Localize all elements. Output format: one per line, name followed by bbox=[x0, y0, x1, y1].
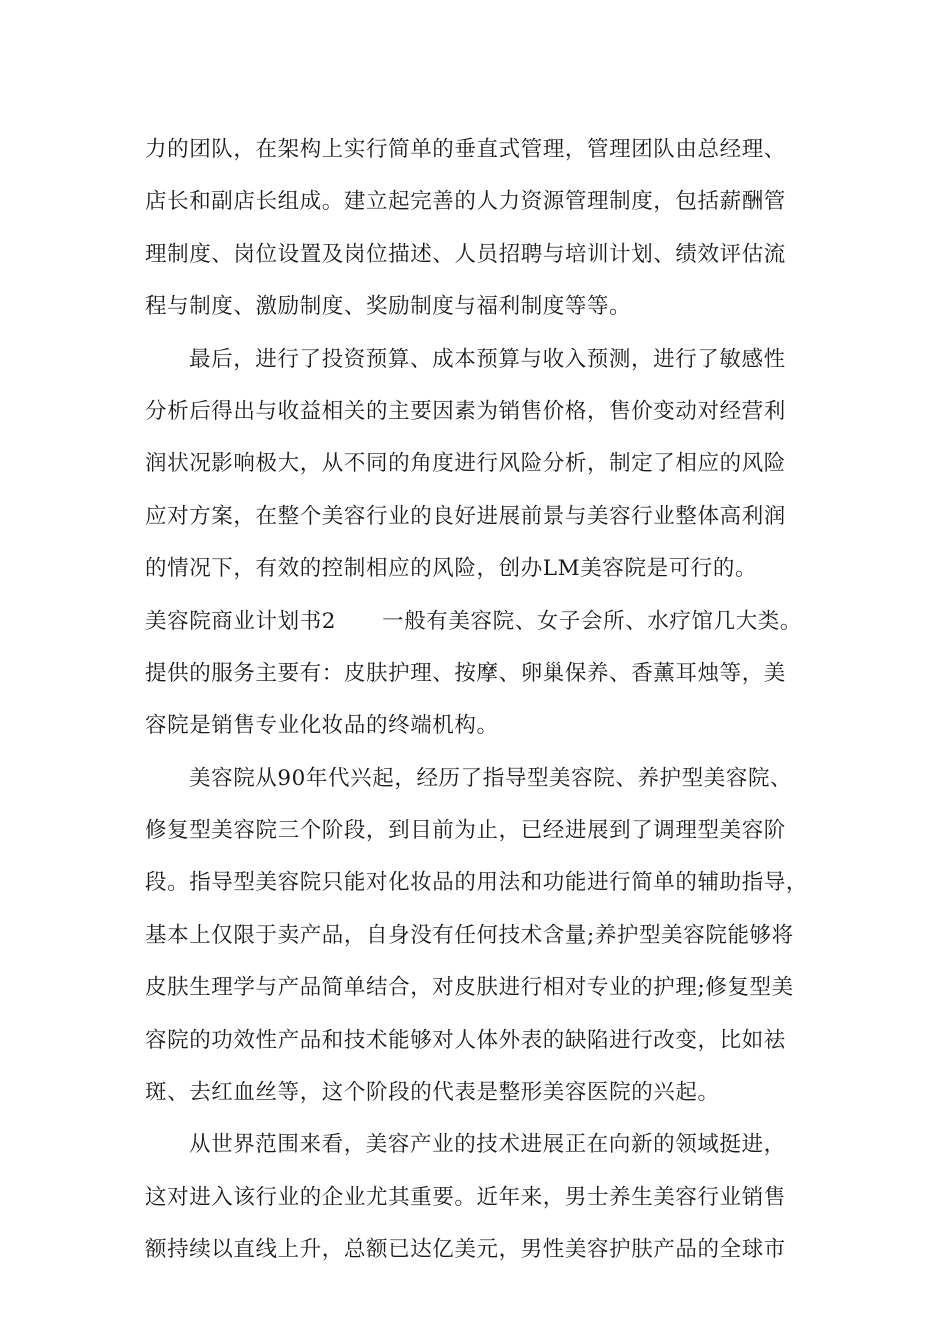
text-line: 额持续以直线上升，总额已达亿美元，男性美容护肤产品的全球市 bbox=[145, 1237, 786, 1263]
text-line: 段。指导型美容院只能对化妆品的用法和功能进行简单的辅助指导， bbox=[145, 870, 809, 896]
text-line: 容院是销售专业化妆品的终端机构。 bbox=[145, 713, 499, 739]
text-line: 润状况影响极大，从不同的角度进行风险分析，制定了相应的风险 bbox=[145, 451, 786, 477]
text-line: 分析后得出与收益相关的主要因素为销售价格，售价变动对经营利 bbox=[145, 398, 786, 424]
section-heading-line bbox=[145, 596, 815, 648]
text-line: 基本上仅限于卖产品，自身没有任何技术含量;养护型美容院能够将 bbox=[145, 922, 794, 948]
text-line: 修复型美容院三个阶段，到目前为止，已经进展到了调理型美容阶 bbox=[145, 818, 786, 844]
text-line: 应对方案，在整个美容行业的良好进展前景与美容行业整体高利润 bbox=[145, 503, 786, 529]
text-line: 一般有美容院、女子会所、水疗馆几大类。 bbox=[382, 608, 802, 634]
text-line: 容院的功效性产品和技术能够对人体外表的缺陷进行改变，比如祛 bbox=[145, 1027, 786, 1053]
text-line: 皮肤生理学与产品简单结合，对皮肤进行相对专业的护理;修复型美 bbox=[145, 975, 794, 1001]
text-line: 提供的服务主要有：皮肤护理、按摩、卵巢保养、香薰耳烛等，美 bbox=[145, 660, 786, 686]
text-line: 的情况下，有效的控制相应的风险，创办LM美容院是可行的。 bbox=[145, 556, 758, 582]
text-line: 从世界范围来看，美容产业的技术进展正在向新的领域挺进， bbox=[189, 1132, 786, 1158]
text-line: 斑、去红血丝等，这个阶段的代表是整形美容医院的兴起。 bbox=[145, 1080, 720, 1106]
text-line: 店长和副店长组成。建立起完善的人力资源管理制度，包括薪酬管 bbox=[145, 189, 786, 215]
section-heading: 美容院商业计划书2 bbox=[145, 608, 337, 634]
text-line: 最后，进行了投资预算、成本预算与收入预测，进行了敏感性 bbox=[189, 346, 786, 372]
text-line: 程与制度、激励制度、奖励制度与福利制度等等。 bbox=[145, 294, 632, 320]
text-line: 美容院从90年代兴起，经历了指导型美容院、养护型美容院、 bbox=[189, 765, 793, 791]
text-line: 力的团队，在架构上实行简单的垂直式管理，管理团队由总经理、 bbox=[145, 137, 786, 162]
text-line: 理制度、岗位设置及岗位描述、人员招聘与培训计划、绩效评估流 bbox=[145, 241, 786, 267]
text-line: 这对进入该行业的企业尤其重要。近年来，男士养生美容行业销售 bbox=[145, 1184, 786, 1210]
document-body bbox=[145, 124, 815, 1277]
